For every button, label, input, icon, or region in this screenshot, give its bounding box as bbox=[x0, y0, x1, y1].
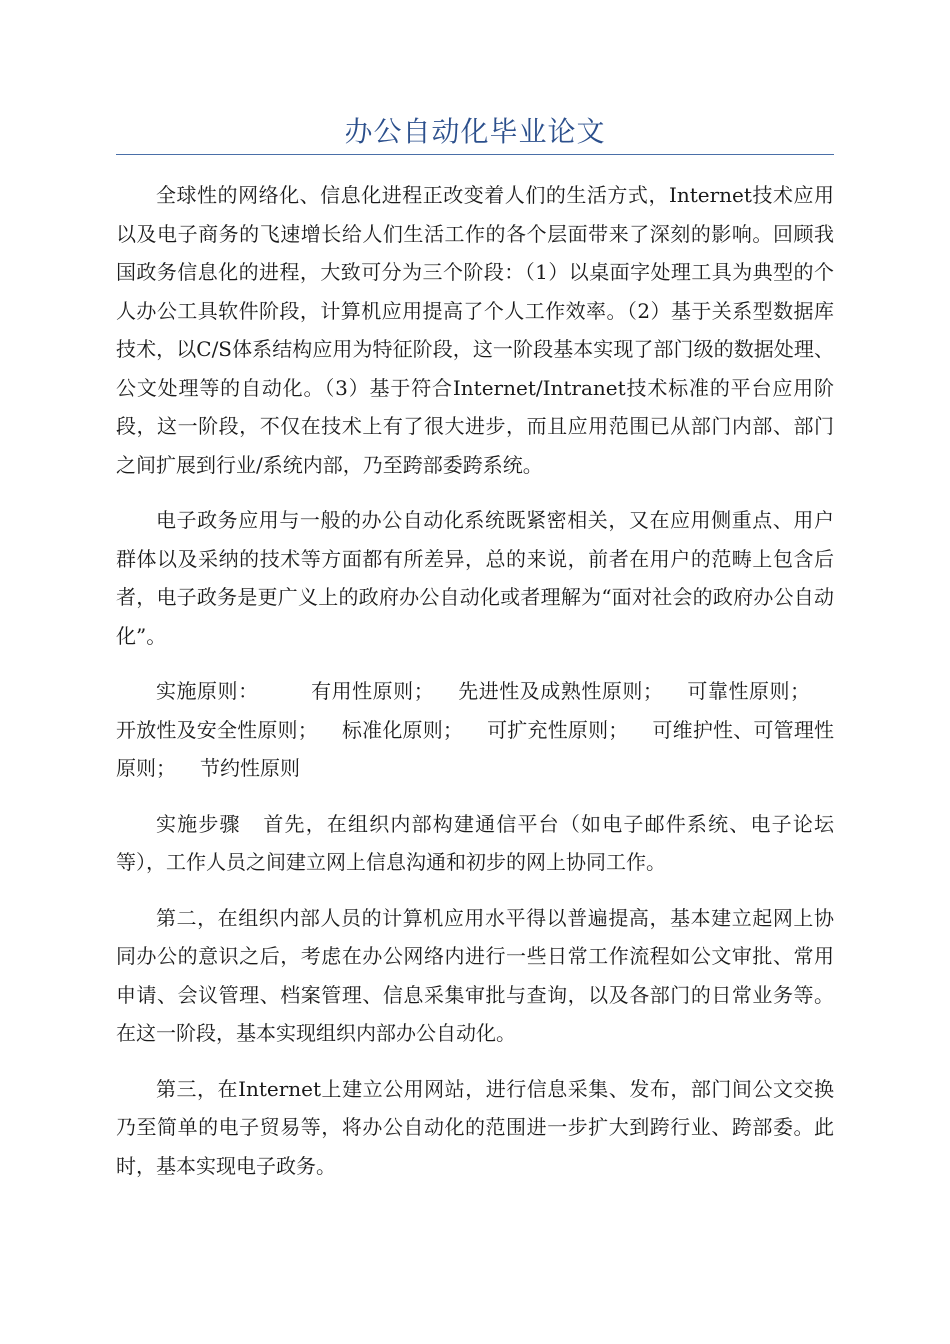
step-first: 首先，在组织内部构建通信平台（如电子邮件系统、电子论坛等），工作人员之间建立网上信息沟通和初步的网上协同工作。 bbox=[116, 811, 835, 874]
paragraph-steps-first bbox=[116, 805, 834, 882]
paragraph-principles bbox=[116, 672, 834, 788]
document-body bbox=[116, 176, 834, 1202]
title-underline bbox=[116, 154, 834, 155]
principle-item: 标准化原则； bbox=[341, 717, 463, 742]
principle-item: 可维护性、可管理性原则； bbox=[116, 717, 835, 780]
principle-item: 有用性原则； bbox=[310, 679, 434, 703]
steps-label: 实施步骤 bbox=[156, 811, 241, 836]
principle-item: 可靠性原则； bbox=[686, 679, 811, 703]
principles-label: 实施原则： bbox=[156, 679, 259, 703]
paragraph-steps-second: 第二，在组织内部人员的计算机应用水平得以普遍提高，基本建立起网上协同办公的意识之后，考虑在办公网络内进行一些日常工作流程如公文审批、常用申请、会议管理、档案管理、信息采集审批与查询，以及各部门的日常业务等。在这一阶段，基本实现组织内部办公自动化。 bbox=[116, 905, 834, 1045]
principle-item: 开放性及安全性原则； bbox=[116, 717, 318, 742]
paragraph-egov: 电子政务应用与一般的办公自动化系统既紧密相关，又在应用侧重点、用户群体以及采纳的技术等方面都有所差异，总的来说，前者在用户的范畴上包含后者，电子政务是更广义上的政府办公自动化或者理解为“面对社会的政府办公自动化”。 bbox=[116, 508, 834, 648]
principle-item: 节约性原则 bbox=[200, 756, 300, 780]
paragraph-steps-third: 第三，在Internet上建立公用网站，进行信息采集、发布，部门间公文交换乃至简单的电子贸易等，将办公自动化的范围进一步扩大到跨行业、跨部委。此时，基本实现电子政务。 bbox=[116, 1076, 834, 1178]
paragraph-intro: 全球性的网络化、信息化进程正改变着人们的生活方式，Internet技术应用以及电子商务的飞速增长给人们生活工作的各个层面带来了深刻的影响。回顾我国政务信息化的进程，大致可分为三个阶段：（1）以桌面字处理工具为典型的个人办公工具软件阶段，计算机应用提高了个人工作效率。（2）基于关系型数据库技术，以C/S体系结构应用为特征阶段，这一阶段基本实现了部门级的数据处理、公文处理等的自动化。（3）基于符合Internet/Intranet技术标准的平台应用阶段，这一阶段，不仅在技术上有了很大进步，而且应用范围已从部门内部、部门之间扩展到行业/系统内部，乃至跨部委跨系统。 bbox=[116, 183, 834, 477]
principle-item: 先进性及成熟性原则； bbox=[457, 679, 663, 703]
principle-item: 可扩充性原则； bbox=[486, 717, 629, 742]
document-title: 办公自动化毕业论文 bbox=[344, 115, 606, 148]
